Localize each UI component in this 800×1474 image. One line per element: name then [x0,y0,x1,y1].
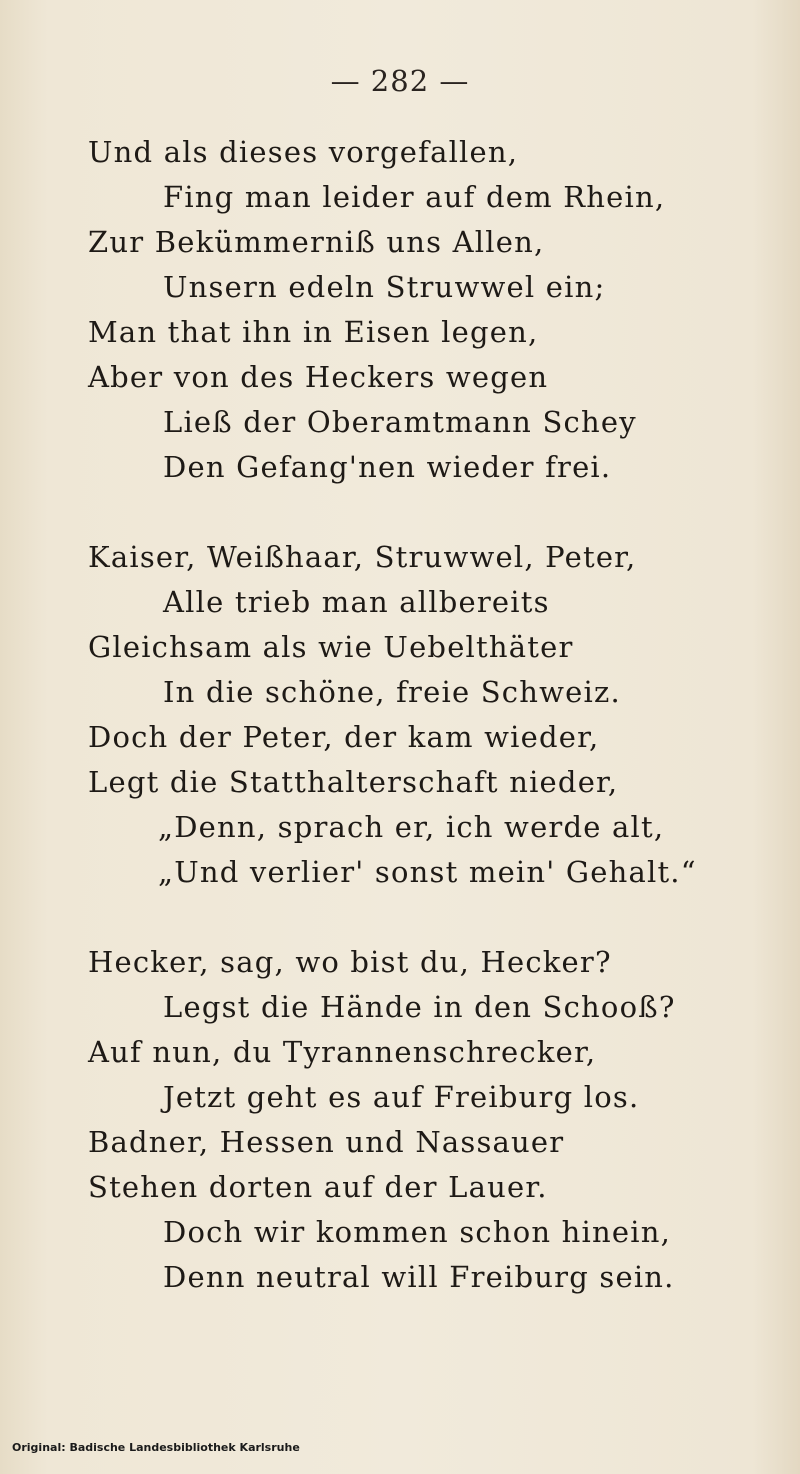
stanza-3 [88,940,788,1300]
poem-line: Stehen dorten auf der Lauer. [88,1170,548,1204]
page-number: — 282 — [330,64,470,98]
poem-line: Denn neutral will Freiburg sein. [163,1260,675,1294]
poem-line: Den Gefang'nen wieder frei. [163,450,612,484]
poem-line: Doch der Peter, der kam wieder, [88,720,600,754]
poem-line: Ließ der Oberamtmann Schey [163,405,637,439]
poem-line: Jetzt geht es auf Freiburg los. [163,1080,640,1114]
poem-line: In die schöne, freie Schweiz. [163,675,621,709]
poem-line: Doch wir kommen schon hinein, [163,1215,672,1249]
poem-line: Kaiser, Weißhaar, Struwwel, Peter, [88,540,637,574]
stanza-1 [88,130,788,490]
stanza-2 [88,535,788,895]
poem [88,130,788,1345]
poem-line: „Und verlier' sonst mein' Gehalt.“ [158,855,697,889]
poem-line: Auf nun, du Tyrannenschrecker, [88,1035,597,1069]
poem-line: Unsern edeln Struwwel ein; [163,270,606,304]
poem-line: Legst die Hände in den Schooß? [163,990,676,1024]
poem-line: Badner, Hessen und Nassauer [88,1125,565,1159]
poem-line: „Denn, sprach er, ich werde alt, [158,810,665,844]
library-credit: Original: Badische Landesbibliothek Karlsruhe [12,1441,300,1454]
poem-line: Alle trieb man allbereits [163,585,550,619]
poem-line: Man that ihn in Eisen legen, [88,315,539,349]
poem-line: Legt die Statthalterschaft nieder, [88,765,619,799]
poem-line: Gleichsam als wie Uebelthäter [88,630,574,664]
poem-line: Hecker, sag, wo bist du, Hecker? [88,945,612,979]
poem-line: Fing man leider auf dem Rhein, [163,180,666,214]
poem-line: Zur Bekümmerniß uns Allen, [88,225,545,259]
poem-line: Und als dieses vorgefallen, [88,135,519,169]
poem-line: Aber von des Heckers wegen [88,360,549,394]
